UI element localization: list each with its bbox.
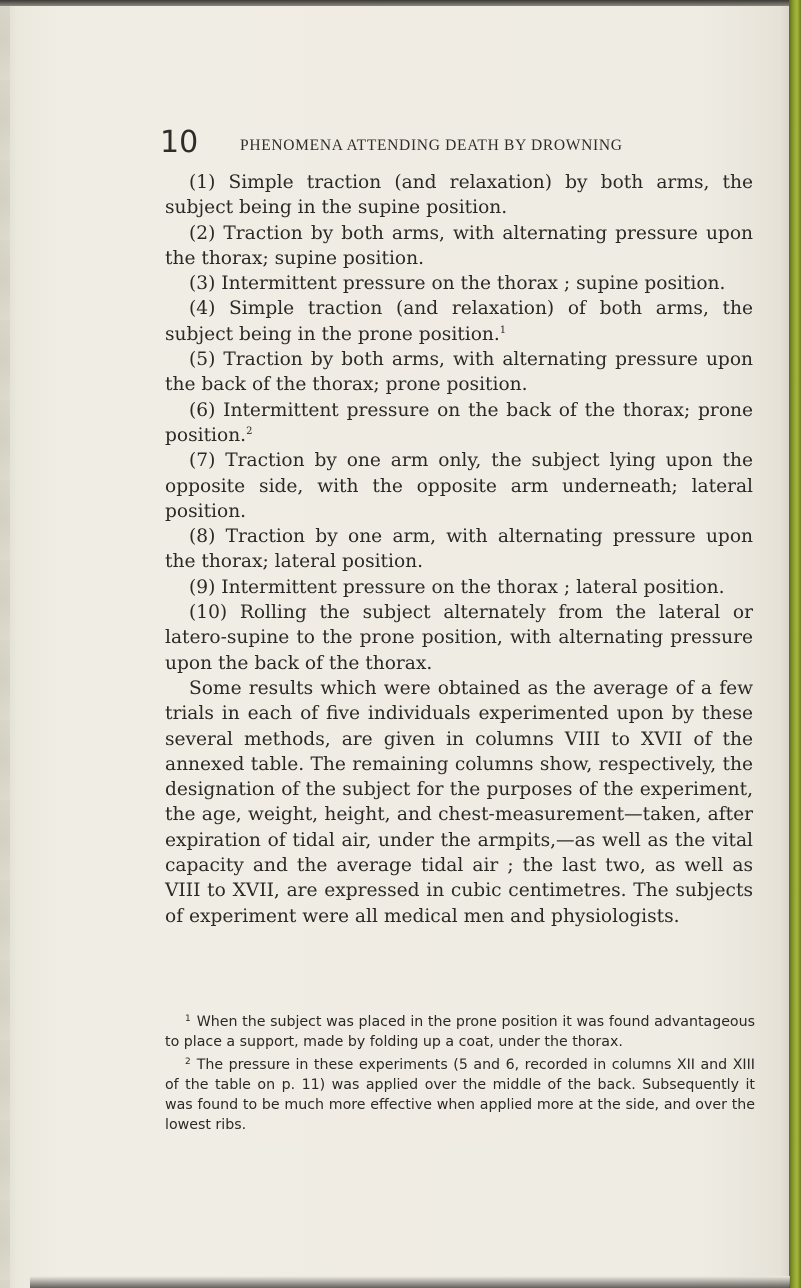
paragraph	[165, 170, 753, 221]
paragraph	[165, 600, 753, 676]
running-title: PHENOMENA ATTENDING DEATH BY DROWNING	[240, 137, 623, 154]
paragraph-text: (5) Traction by both arms, with alternating pressure upon the back of the thorax; prone position.	[165, 349, 753, 396]
paragraph	[165, 448, 753, 524]
page-gutter-shadow	[0, 0, 10, 1288]
paragraph	[165, 347, 753, 398]
footnote	[165, 1052, 755, 1135]
paragraph	[165, 271, 753, 296]
paragraph-text: (7) Traction by one arm only, the subject lying upon the opposite side, with the opposite arm underneath; lateral position.	[165, 450, 753, 522]
paragraph-text: (1) Simple traction (and relaxation) by both arms, the subject being in the supine position.	[165, 172, 753, 219]
footnote-mark: 1	[185, 1014, 191, 1024]
footnote-reference[interactable]: 2	[246, 425, 253, 437]
paragraph-text: (9) Intermittent pressure on the thorax ; lateral position.	[189, 576, 725, 598]
paragraph-text: (6) Intermittent pressure on the back of the thorax; prone position.	[165, 399, 753, 446]
paragraph	[165, 524, 753, 575]
book-cover-edge	[789, 0, 801, 1288]
paragraph-text: (3) Intermittent pressure on the thorax ; supine position.	[189, 273, 726, 295]
body-text	[165, 170, 753, 929]
page-header	[160, 125, 760, 168]
paragraph-text: (10) Rolling the subject alternately from the lateral or latero-supine to the prone position, with alternating pressure upon the back of the thorax.	[165, 602, 753, 674]
paragraph-text: (8) Traction by one arm, with alternating pressure upon the thorax; lateral position.	[165, 526, 753, 573]
paragraph	[165, 398, 753, 449]
paragraph	[165, 296, 753, 347]
paragraph	[165, 575, 753, 600]
paragraph	[165, 676, 753, 929]
footnote-reference[interactable]: 1	[499, 324, 507, 336]
page-number: 10	[160, 125, 199, 160]
footnote-mark: 2	[185, 1057, 191, 1067]
paragraph-text: (2) Traction by both arms, with alternating pressure upon the thorax; supine position.	[165, 222, 753, 269]
paragraph	[165, 221, 753, 272]
footnote-text: The pressure in these experiments (5 and 6, recorded in columns XII and XIII of the table on p. 11) was applied over the middle of the back. Subsequently it was found to be much more effective when applied more at the side, and over the lowest ribs.	[165, 1057, 755, 1133]
footnote-text: When the subject was placed in the prone position it was found advantageous to place a support, made by folding up a coat, under the thorax.	[165, 1014, 755, 1050]
paragraph-text: Some results which were obtained as the average of a few trials in each of five individuals experimented upon by these several methods, are given in columns VIII to XVII of the annexed table. The remaining columns show, respectively, the designation of the subject for the purposes of the experiment, the age, weight, height, and chest-measurement—taken, after expiration of tidal air, under the armpits,—as well as the vital capacity and the average tidal air ; the last two, as well as VIII to XVII, are expressed in cubic centimetres. The subjects of experiment were all medical men and physiologists.	[165, 677, 753, 927]
footnotes	[165, 1009, 755, 1135]
footnote	[165, 1009, 755, 1052]
scan-top-edge	[0, 0, 801, 6]
scan-bottom-edge	[30, 1276, 790, 1288]
paragraph-text: (4) Simple traction (and relaxation) of both arms, the subject being in the prone position.	[165, 298, 753, 345]
